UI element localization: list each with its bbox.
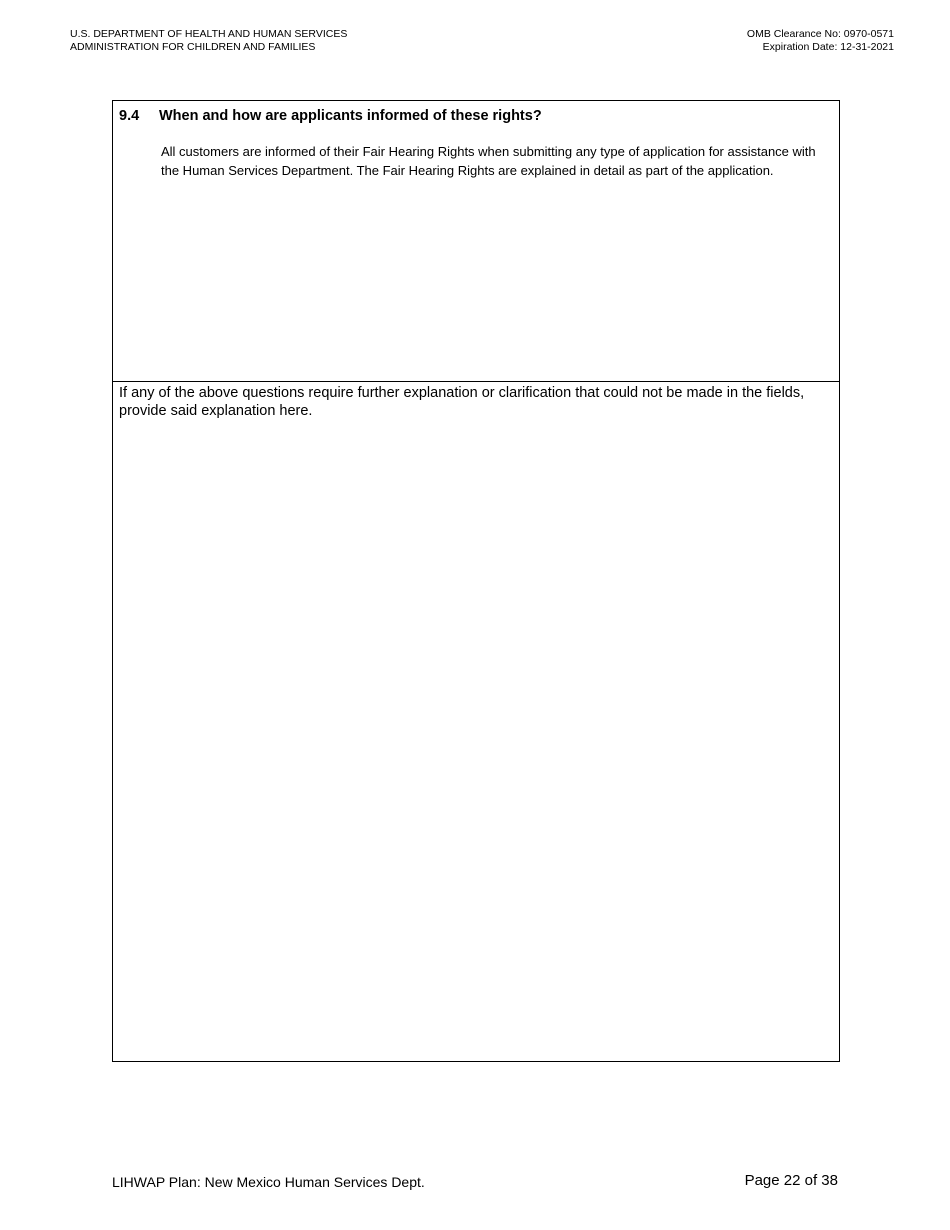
omb-header: [747, 28, 894, 54]
question-title: When and how are applicants informed of these rights?: [159, 108, 542, 124]
expiration-date: Expiration Date: 12-31-2021: [762, 41, 894, 53]
question-answer-field[interactable]: All customers are informed of their Fair Hearing Rights when submitting any type of application for assistance with the Human Services Department. The Fair Hearing Rights are explained in detail as part of the application.: [161, 144, 816, 178]
footer-page-number: Page 22 of 38: [744, 1172, 838, 1189]
explanation-section[interactable]: [113, 382, 839, 1061]
footer-plan-name: LIHWAP Plan: New Mexico Human Services Dept.: [112, 1174, 425, 1190]
omb-clearance-number: OMB Clearance No: 0970-0571: [746, 28, 894, 40]
question-number: 9.4: [119, 108, 140, 124]
explanation-prompt: If any of the above questions require further explanation or clarification that could not be made in the fields, provide said explanation here.: [119, 385, 805, 419]
agency-administration: ADMINISTRATION FOR CHILDREN AND FAMILIES: [70, 41, 316, 53]
agency-department: U.S. DEPARTMENT OF HEALTH AND HUMAN SERVICES: [70, 28, 348, 40]
form-table: [112, 100, 840, 1062]
agency-header: [70, 28, 347, 54]
question-9-4-section: [113, 101, 839, 382]
